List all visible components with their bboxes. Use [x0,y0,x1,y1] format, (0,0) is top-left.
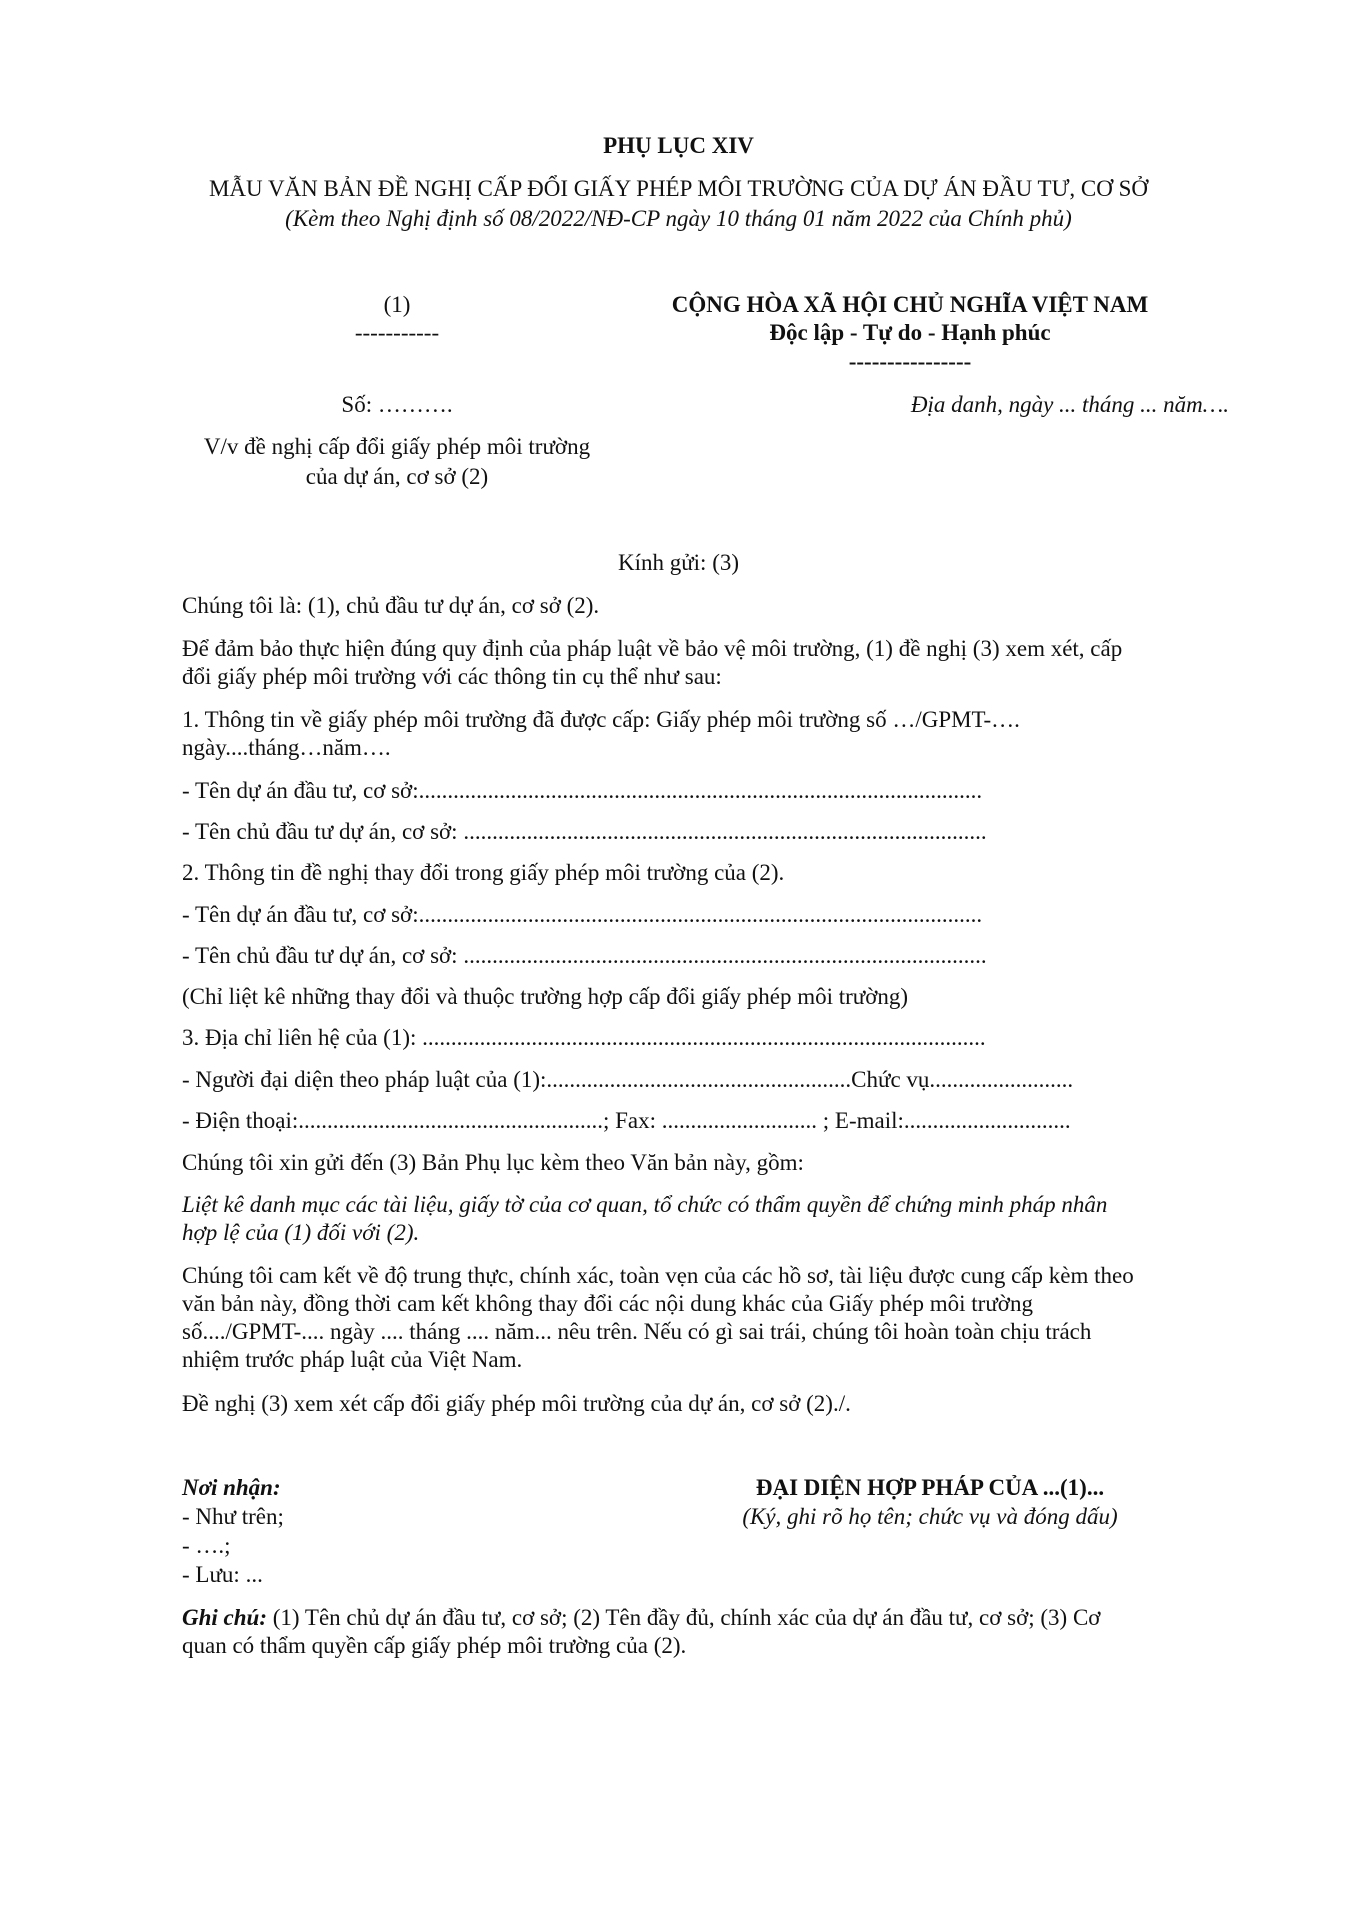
form-title: MẪU VĂN BẢN ĐỀ NGHỊ CẤP ĐỔI GIẤY PHÉP MÔI TRƯỜNG CỦA DỰ ÁN ĐẦU TƯ, CƠ SỞ [208,176,1149,201]
org-divider: ----------- [354,320,440,345]
recipient-item: - ….; [182,1533,231,1558]
country-name: CỘNG HÒA XÃ HỘI CHỦ NGHĨA VIỆT NAM [671,292,1149,317]
request-paragraph: Đề nghị (3) xem xét cấp đổi giấy phép môi trường của dự án, cơ sở (2)./. [182,1391,851,1416]
item2-project-name: - Tên dự án đầu tư, cơ sở:.................................................................................................. [182,902,983,927]
commitment-line-4: nhiệm trước pháp luật của Việt Nam. [182,1347,523,1372]
annex-italic-line-2: hợp lệ của (1) đối với (2). [182,1220,420,1245]
recipient-item: - Lưu: ... [182,1562,263,1587]
org-placeholder: (1) [383,292,411,317]
annex-intro: Chúng tôi xin gửi đến (3) Bản Phụ lục kèm theo Văn bản này, gồm: [182,1150,804,1175]
notes-line-2: quan có thẩm quyền cấp giấy phép môi trường của (2). [182,1633,687,1658]
signatory-title: ĐẠI DIỆN HỢP PHÁP CỦA ...(1)... [755,1475,1105,1500]
item3-representative: - Người đại diện theo pháp luật của (1):.....................................................Chức vụ......................... [182,1067,1074,1092]
annex-italic-line-1: Liệt kê danh mục các tài liệu, giấy tờ của cơ quan, tổ chức có thẩm quyền để chứng minh pháp nhân [182,1192,1108,1217]
item1-owner-name: - Tên chủ đầu tư dự án, cơ sở: ........................................................................................... [182,819,987,844]
place-date: Địa danh, ngày ... tháng ... năm…. [910,392,1229,417]
commitment-line-1: Chúng tôi cam kết về độ trung thực, chính xác, toàn vẹn của các hồ sơ, tài liệu được cung cấp kèm theo [182,1263,1134,1288]
intro-paragraph: Chúng tôi là: (1), chủ đầu tư dự án, cơ sở (2). [182,593,600,618]
attached-note: (Kèm theo Nghị định số 08/2022/NĐ-CP ngày 10 tháng 01 năm 2022 của Chính phủ) [285,206,1072,231]
item1-project-name: - Tên dự án đầu tư, cơ sở:.................................................................................................. [182,778,983,803]
commitment-line-2: văn bản này, đồng thời cam kết không thay đổi các nội dung khác của Giấy phép môi trường [182,1291,1033,1316]
appendix-title: PHỤ LỤC XIV [603,133,754,158]
commitment-line-3: số..../GPMT-.... ngày .... tháng .... năm... nêu trên. Nếu có gì sai trái, chúng tôi hoàn toàn chịu trách [182,1319,1092,1344]
item2-owner-name: - Tên chủ đầu tư dự án, cơ sở: ........................................................................................... [182,943,987,968]
national-motto: Độc lập - Tự do - Hạnh phúc [769,320,1051,345]
purpose-line-1: Để đảm bảo thực hiện đúng quy định của pháp luật về bảo vệ môi trường, (1) đề nghị (3) xem xét, cấp [182,636,1123,661]
recipient-item: - Như trên; [182,1504,284,1529]
subject-line-1: V/v đề nghị cấp đổi giấy phép môi trường [203,434,591,459]
notes-label: Ghi chú: [182,1605,267,1630]
item2-note: (Chỉ liệt kê những thay đổi và thuộc trường hợp cấp đổi giấy phép môi trường) [182,984,909,1009]
document-number: Số: ………. [341,392,453,417]
signatory-note: (Ký, ghi rõ họ tên; chức vụ và đóng dấu) [742,1504,1118,1529]
item2-title: 2. Thông tin đề nghị thay đổi trong giấy phép môi trường của (2). [182,860,785,885]
recipients-label: Nơi nhận: [182,1475,281,1500]
item1-line-1: 1. Thông tin về giấy phép môi trường đã được cấp: Giấy phép môi trường số …/GPMT-…. [182,707,1020,732]
subject-line-2: của dự án, cơ sở (2) [305,464,489,489]
purpose-line-2: đổi giấy phép môi trường với các thông tin cụ thể như sau: [182,664,722,689]
item3-contact: - Điện thoại:.....................................................; Fax: ........................... ; E-mail:............................. [182,1108,1071,1133]
item3-address: 3. Địa chỉ liên hệ của (1): .................................................................................................. [182,1025,986,1050]
recipient: Kính gửi: (3) [617,550,740,575]
item1-line-2: ngày....tháng…năm…. [182,735,391,760]
notes-line-1 [182,1603,1100,1632]
notes-text: (1) Tên chủ dự án đầu tư, cơ sở; (2) Tên đầy đủ, chính xác của dự án đầu tư, cơ sở; (3) Cơ [267,1605,1101,1630]
motto-divider: ---------------- [848,349,972,374]
